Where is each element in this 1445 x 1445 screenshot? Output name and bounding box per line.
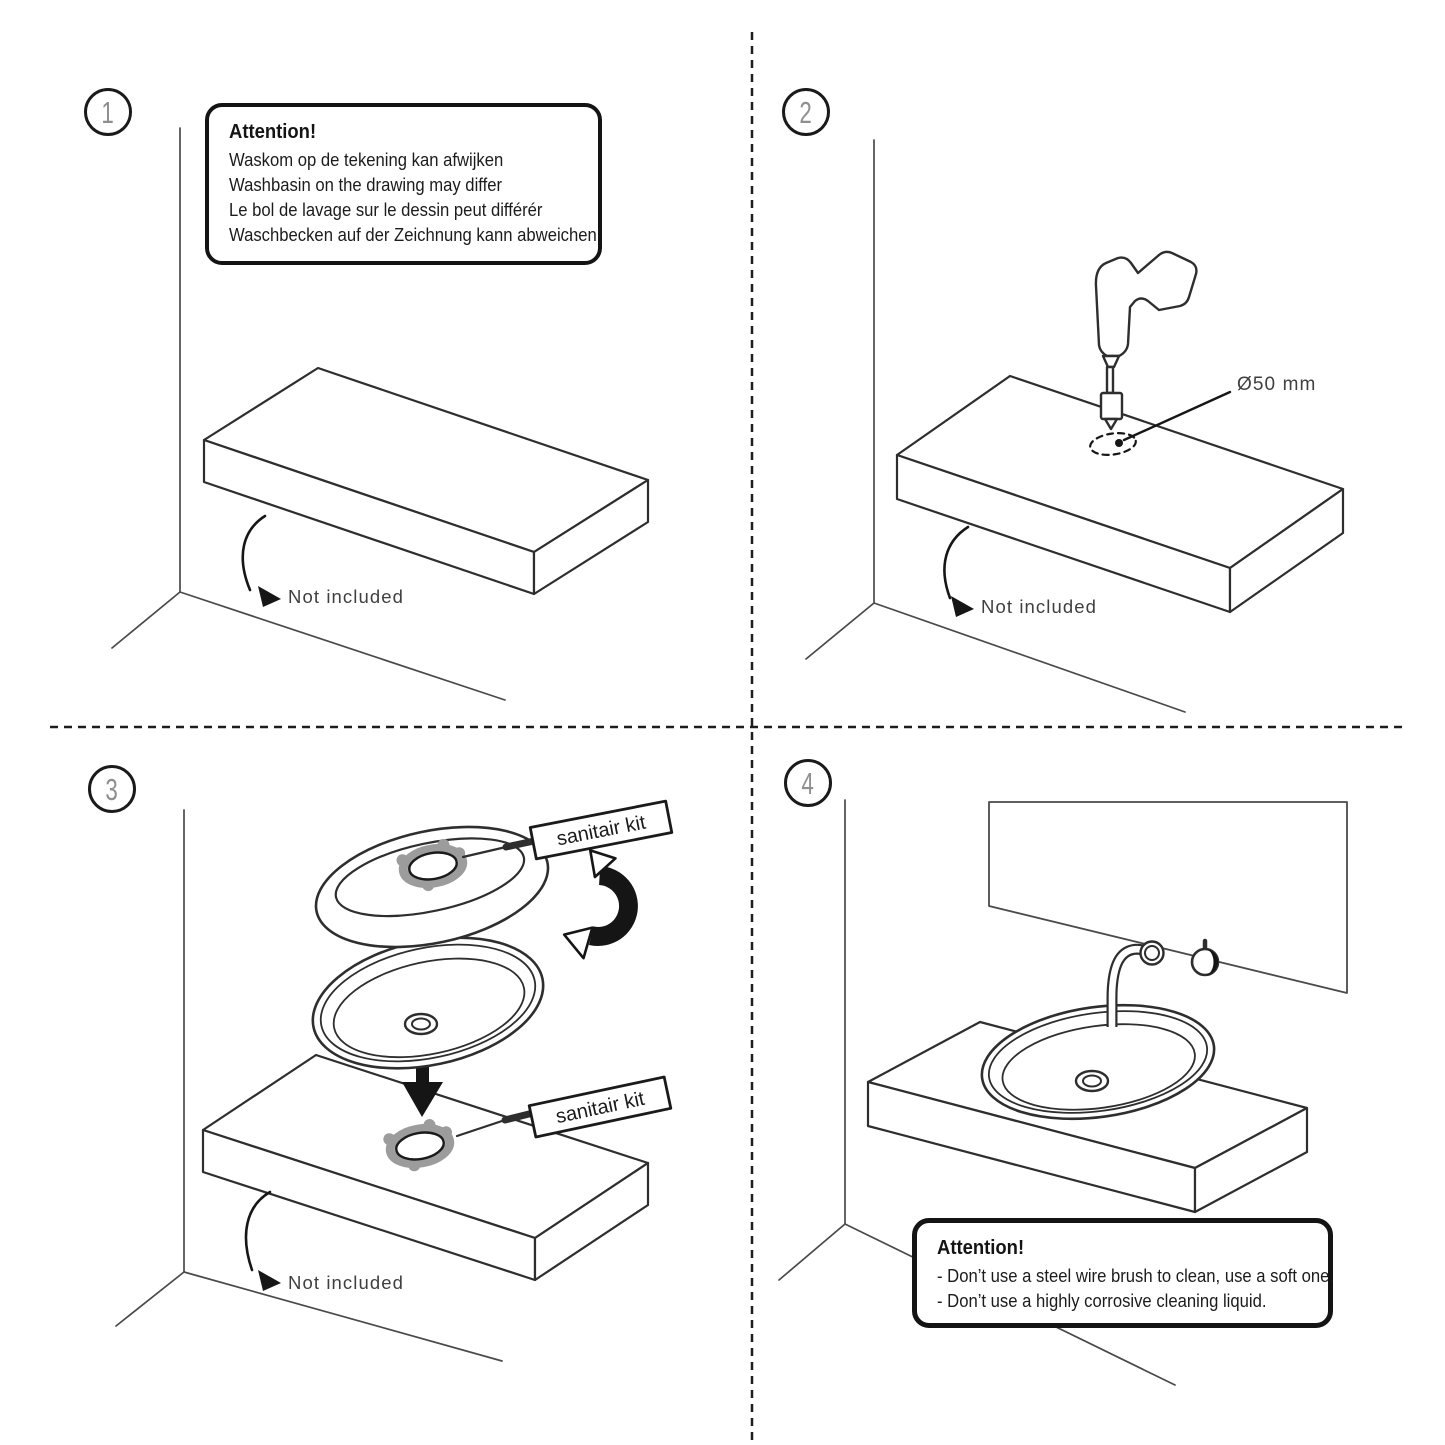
attention-line: - Don’t use a steel wire brush to clean, use a soft one. (937, 1265, 1335, 1286)
not-included-arrow-3 (246, 1192, 281, 1291)
step-1-badge (84, 88, 132, 136)
attention-box-step1 (205, 103, 602, 265)
sealant-kit-label-bottom: sanitair kit (553, 1087, 647, 1129)
panel-3-art (116, 801, 672, 1361)
drill-icon (1096, 252, 1197, 429)
attention-line: - Don’t use a highly corrosive cleaning liquid. (937, 1290, 1267, 1311)
step-4-number: 4 (801, 765, 815, 801)
attention-line: Waskom op de tekening kan afwijken (229, 149, 504, 170)
attention-title-4: Attention! (937, 1236, 1025, 1259)
mirror (989, 802, 1347, 993)
step-2-badge (782, 88, 830, 136)
attention-box-step4 (912, 1218, 1333, 1328)
panel-2-art (806, 140, 1343, 712)
step-3-number: 3 (105, 771, 119, 807)
step-2-number: 2 (799, 94, 813, 130)
step-1-number: 1 (101, 94, 115, 130)
step-3-badge (88, 765, 136, 813)
sealant-kit-label-top: sanitair kit (554, 811, 648, 851)
not-included-label-3: Not included (288, 1272, 405, 1293)
attention-title-1: Attention! (229, 120, 317, 143)
not-included-label-1: Not included (288, 586, 405, 607)
hole-diameter-label: Ø50 mm (1237, 374, 1317, 395)
countertop-shelf-1 (204, 368, 648, 594)
attention-line: Le bol de lavage sur le dessin peut différér (229, 199, 543, 220)
not-included-arrow-1 (243, 516, 281, 607)
washbasin-underside (305, 808, 559, 967)
rotate-arrow-icon (548, 843, 647, 961)
attention-line: Waschbecken auf der Zeichnung kann abweichen (229, 224, 597, 245)
step-4-badge (784, 759, 832, 807)
attention-line: Washbasin on the drawing may differ (229, 174, 503, 195)
not-included-arrow-2 (944, 527, 974, 617)
not-included-label-2: Not included (981, 596, 1098, 617)
